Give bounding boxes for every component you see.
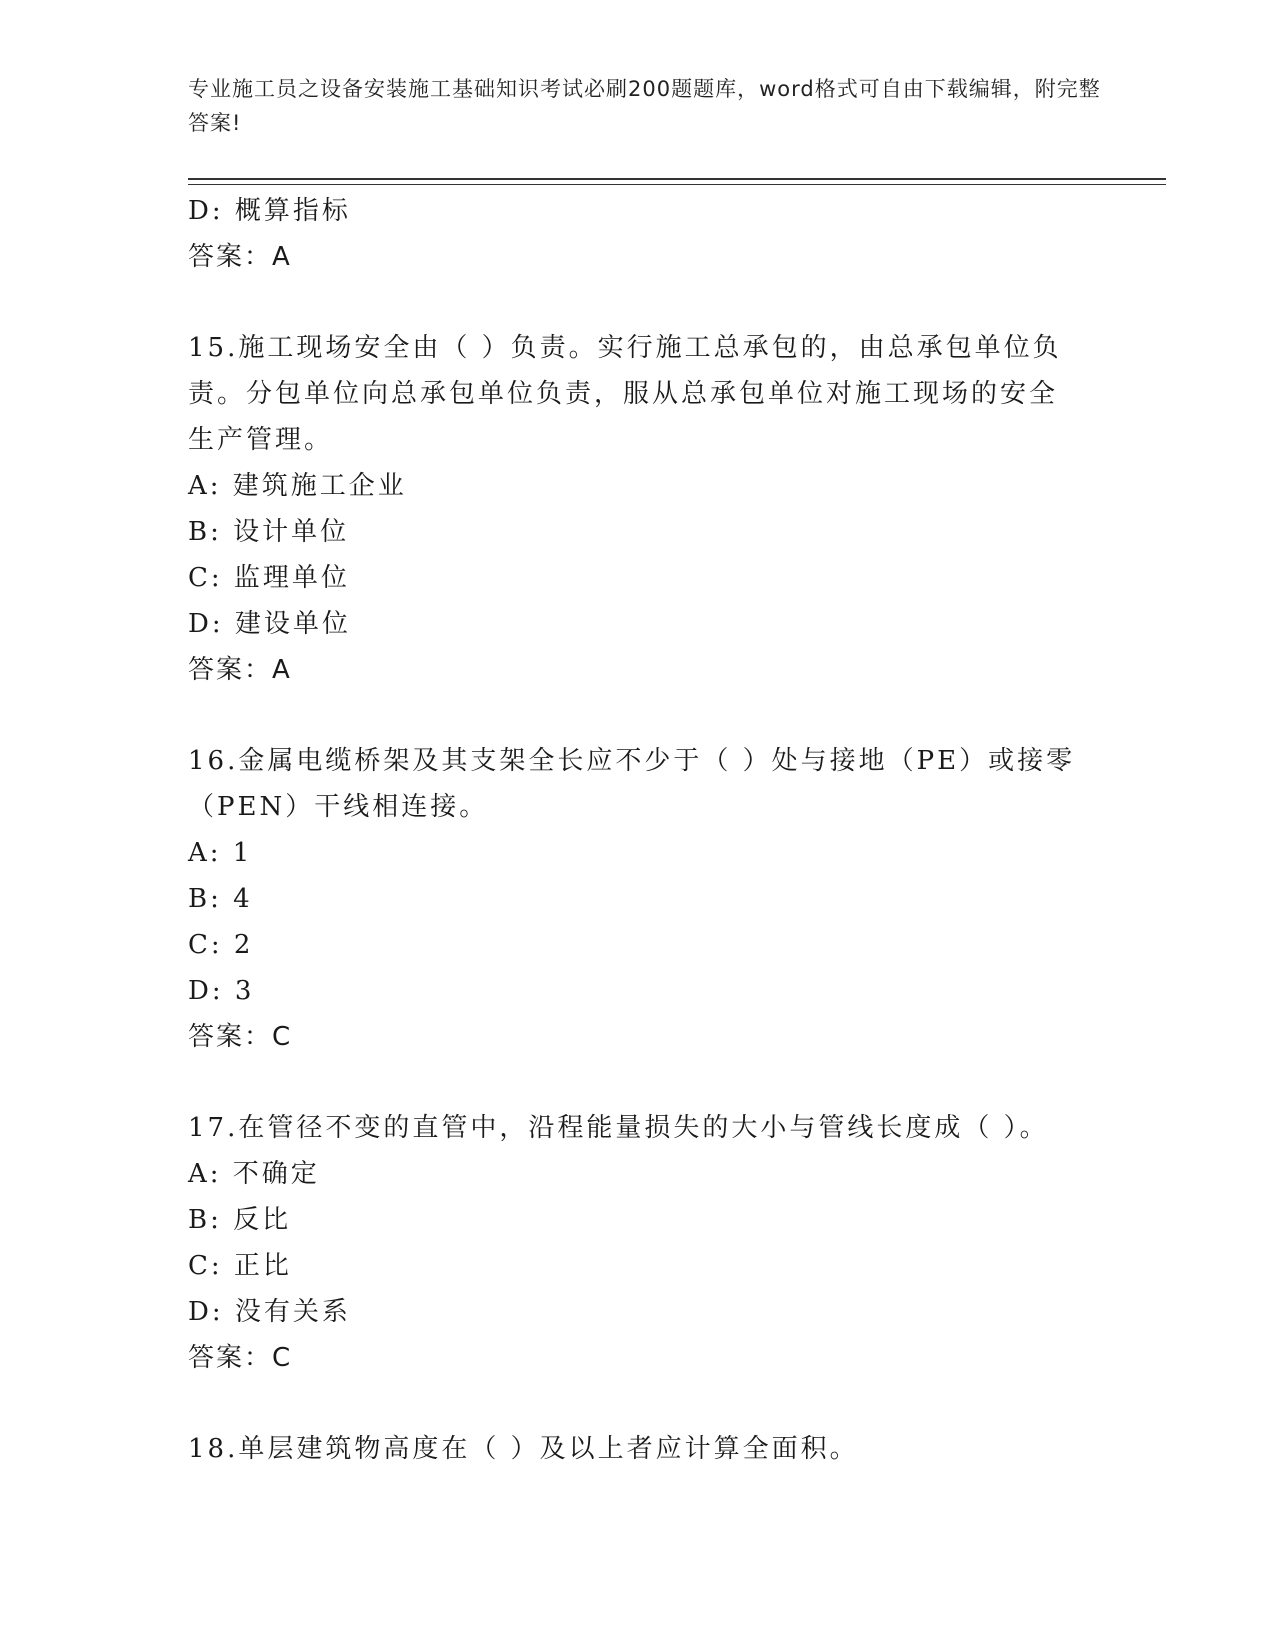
option-b: B: 反比 [188, 1205, 292, 1235]
option-d: D: 建设单位 [188, 609, 351, 639]
page-header [188, 72, 1108, 140]
option-a: A: 1 [188, 838, 253, 868]
option-d: D: 概算指标 [188, 196, 351, 226]
option-a: A: 不确定 [188, 1159, 320, 1189]
option-d: D: 没有关系 [188, 1297, 351, 1327]
question-16 [188, 738, 1076, 1060]
question-18 [188, 1426, 1068, 1472]
document-title: 专业施工员之设备安装施工基础知识考试必刷200题题库，word格式可自由下载编辑，附完整答案! [188, 77, 1101, 135]
question-text-line: 生产管理。 [188, 425, 334, 455]
header-divider [188, 178, 1166, 185]
answer-line: 答案：C [188, 1343, 293, 1373]
answer-line: 答案：C [188, 1022, 293, 1052]
question-text-line: 17.在管径不变的直管中，沿程能量损失的大小与管线长度成（ ）。 [188, 1113, 1049, 1143]
answer-line: 答案：A [188, 655, 292, 685]
question-15 [188, 325, 1068, 693]
option-b: B: 设计单位 [188, 517, 350, 547]
question-content [188, 188, 1076, 1472]
option-d: D: 3 [188, 976, 255, 1006]
option-c: C: 监理单位 [188, 563, 350, 593]
option-c: C: 2 [188, 930, 254, 960]
option-b: B: 4 [188, 884, 253, 914]
question-text-line: 责。分包单位向总承包单位负责，服从总承包单位对施工现场的安全 [188, 379, 1059, 409]
question-17 [188, 1105, 1068, 1381]
option-c: C: 正比 [188, 1251, 292, 1281]
question-text-line: （PEN）干线相连接。 [188, 792, 489, 822]
answer-line: 答案：A [188, 242, 292, 272]
option-a: A: 建筑施工企业 [188, 471, 407, 501]
question-text-line: 16.金属电缆桥架及其支架全长应不少于（ ）处与接地（PE）或接零 [188, 746, 1076, 776]
question-text-line: 15.施工现场安全由（ ）负责。实行施工总承包的，由总承包单位负 [188, 333, 1062, 363]
question-text-line: 18.单层建筑物高度在（ ）及以上者应计算全面积。 [188, 1434, 859, 1464]
